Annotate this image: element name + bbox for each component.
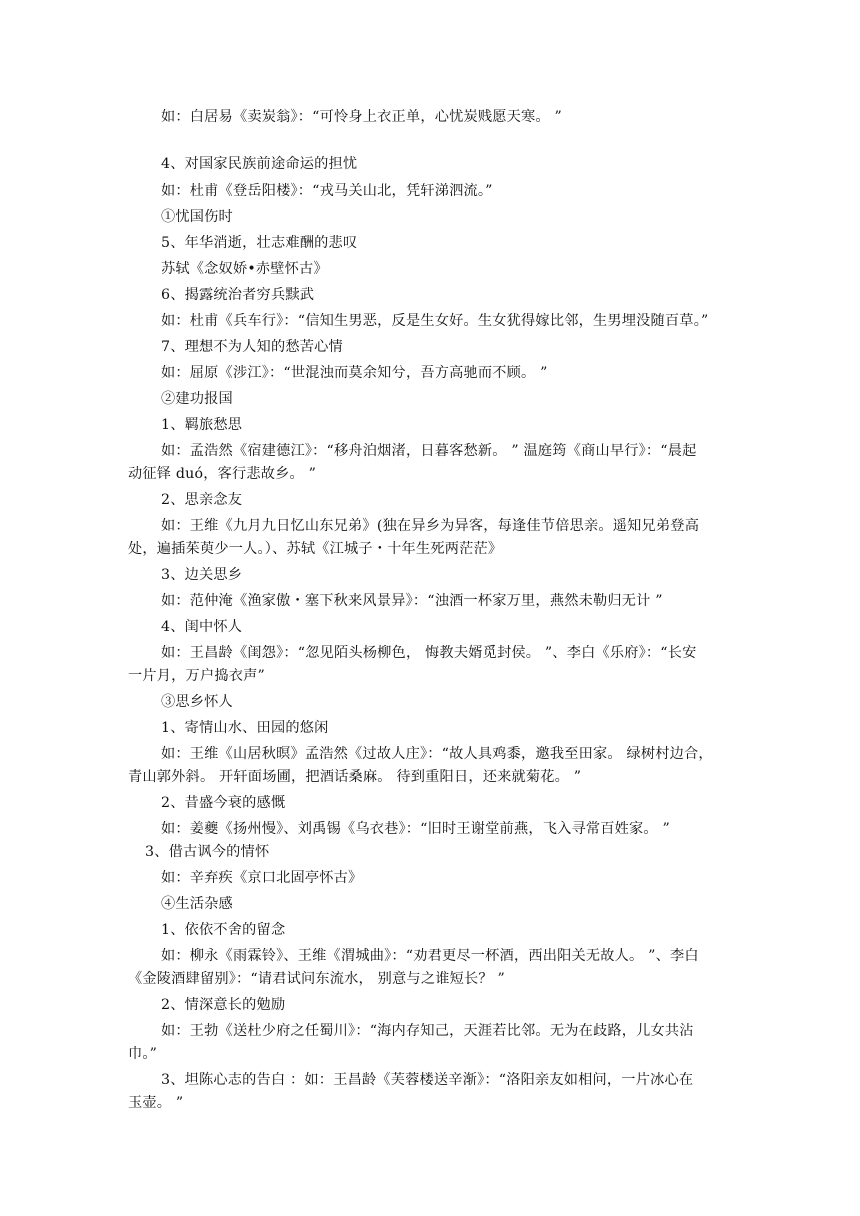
text-line: 2、昔盛今衰的感慨 <box>161 795 286 811</box>
text-line: 玉壶。 ” <box>128 1095 184 1111</box>
text-line: 巾。” <box>128 1046 158 1062</box>
text-line: 《金陵酒肆留别》：“请君试问东流水， 别意与之谁短长？ ” <box>128 971 505 987</box>
text-line: 2、情深意长的勉励 <box>161 997 286 1013</box>
text-line: ④生活杂感 <box>161 896 233 912</box>
text-line: 如：屈原《涉江》：“世混浊而莫余知兮，吾方高驰而不顾。 ” <box>161 365 548 381</box>
text-line: 如：范仲淹《渔家傲・塞下秋来风景异》：“浊酒一杯家万里，燕然未勒归无计 ” <box>161 593 663 609</box>
text-line: 3、坦陈心志的告白 ：如：王昌龄《芙蓉楼送辛渐》：“洛阳亲友如相问，一片冰心在 <box>161 1072 694 1088</box>
text-line: 4、对国家民族前途命运的担忧 <box>161 156 358 172</box>
text-line: 7、理想不为人知的愁苦心情 <box>161 339 343 355</box>
text-line: 如：杜甫《兵车行》：“信知生男恶，反是生女好。生女犹得嫁比邻，生男埋没随百草。” <box>161 313 709 329</box>
text-line: 处，遍插茱萸少一人。）、苏轼《江城子・十年生死两茫茫》 <box>128 541 503 557</box>
text-line: 4、闺中怀人 <box>161 619 243 635</box>
text-line: 1、寄情山水、田园的悠闲 <box>161 720 329 736</box>
text-line: ③思乡怀人 <box>161 694 233 710</box>
text-line: 6、揭露统治者穷兵黩武 <box>161 287 315 303</box>
text-line: 1、羁旅愁思 <box>161 417 243 433</box>
text-line: ①忧国伤时 <box>161 209 233 225</box>
text-line: 苏轼《念奴娇•赤壁怀古》 <box>161 261 328 277</box>
text-line: 一片月，万户捣衣声” <box>128 668 265 684</box>
text-line: 3、借古讽今的情怀 <box>145 844 270 860</box>
text-line: 如：白居易《卖炭翁》：“可怜身上衣正单，心忧炭贱愿天寒。 ” <box>161 109 562 125</box>
text-line: 如：杜甫《登岳阳楼》：“戎马关山北，凭轩涕泗流。” <box>161 183 493 199</box>
text-line: ②建功报国 <box>161 391 233 407</box>
text-line: 青山郭外斜。 开轩面场圃，把酒话桑麻。 待到重阳日，还来就菊花。 ” <box>128 769 582 785</box>
text-line: 动征铎 duó，客行悲故乡。 ” <box>128 466 317 482</box>
text-line: 如：王维《山居秋暝》孟浩然《过故人庄》：“故人具鸡黍，邀我至田家。 绿树村边合， <box>161 746 713 762</box>
text-line: 如：姜夔《扬州慢》、刘禹锡《乌衣巷》：“旧时王谢堂前燕，飞入寻常百姓家。 ” <box>161 821 670 837</box>
text-line: 1、依依不舍的留念 <box>161 922 286 938</box>
text-line: 如：王维《九月九日忆山东兄弟》(独在异乡为异客，每逢佳节倍思亲。遥知兄弟登高 <box>161 518 700 534</box>
text-line: 如：王勃《送杜少府之任蜀川》：“海内存知己，天涯若比邻。无为在歧路，儿女共沾 <box>161 1023 694 1039</box>
text-line: 如：柳永《雨霖铃》、王维《渭城曲》：“劝君更尽一杯酒，西出阳关无故人。 ”、李白 <box>161 948 699 964</box>
text-line: 如：王昌龄《闺怨》：“忽见陌头杨柳色， 悔教夫婿觅封侯。 ”、李白《乐府》：“长安 <box>161 645 697 661</box>
text-line: 如：孟浩然《宿建德江》：“移舟泊烟渚，日暮客愁新。 ” 温庭筠《商山早行》：“晨起 <box>161 443 697 459</box>
text-line: 2、思亲念友 <box>161 492 243 508</box>
text-line: 如：辛弃疾《京口北固亭怀古》 <box>161 870 363 886</box>
text-line: 5、年华消逝，壮志难酬的悲叹 <box>161 235 358 251</box>
text-line: 3、边关思乡 <box>161 567 243 583</box>
